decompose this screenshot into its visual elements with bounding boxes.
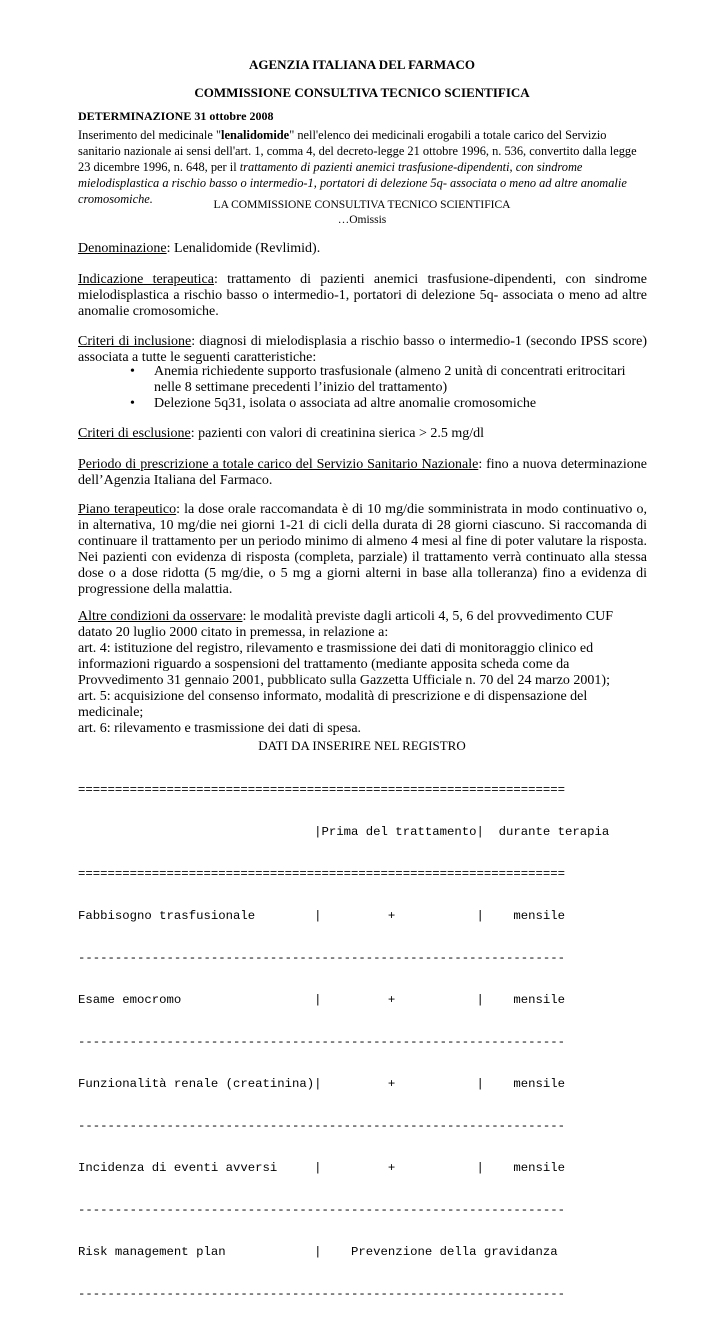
agency-title: AGENZIA ITALIANA DEL FARMACO bbox=[249, 57, 475, 72]
altre-text: : le modalità previste dagli articoli 4, 5, 6 del provvedimento CUF datato 20 luglio 2000 citato in premessa, in relazione a: bbox=[78, 609, 613, 640]
registry-line: ================================================================== bbox=[78, 783, 566, 797]
bullet-icon: • bbox=[130, 396, 135, 411]
esclusione-text: : pazienti con valori di creatinina sierica > 2.5 mg/dl bbox=[190, 426, 485, 441]
indicazione-text: : trattamento di pazienti anemici trasfusione-dipendenti, con sindrome mielodisplastica a rischio basso o intermedio-1, portatori di delezione 5q- associata o meno ad altre anomalie cromosomiche. bbox=[78, 272, 647, 319]
section-inclusione bbox=[78, 334, 647, 366]
registry-title: DATI DA INSERIRE NEL REGISTRO bbox=[258, 738, 466, 753]
registry-line: ------------------------------------------------------------------ bbox=[78, 1119, 566, 1133]
registry-row: Risk management plan | Prevenzione della gravidanza bbox=[78, 1245, 558, 1259]
determination-title: DETERMINAZIONE 31 ottobre 2008 bbox=[78, 109, 274, 123]
inclusione-text: : diagnosi di mielodisplasia a rischio basso o intermedio-1 (secondo IPSS score) associata a tutte le seguenti caratteristiche: bbox=[78, 334, 647, 365]
section-denominazione bbox=[78, 241, 647, 257]
indicazione-label: Indicazione terapeutica bbox=[78, 272, 214, 287]
bullet-text: Anemia richiedente supporto trasfusionale (almeno 2 unità di concentrati eritrocitari nelle 8 settimane precedenti l’inizio del trattamento) bbox=[154, 364, 626, 395]
bullet-text: Delezione 5q31, isolata o associata ad altre anomalie cromosomiche bbox=[154, 396, 537, 411]
piano-label: Piano terapeutico bbox=[78, 502, 177, 517]
omissis: …Omissis bbox=[337, 214, 387, 226]
denominazione-label: Denominazione bbox=[78, 241, 167, 256]
denominazione-text: : Lenalidomide (Revlimid). bbox=[166, 241, 321, 256]
registry-header-row: |Prima del trattamento| durante terapia bbox=[78, 825, 610, 839]
periodo-label: Periodo di prescrizione a totale carico del Servizio Sanitario Nazionale bbox=[78, 457, 479, 472]
art5-text: art. 5: acquisizione del consenso informato, modalità di prescrizione e di dispensazione del medicinale; bbox=[78, 689, 588, 720]
registry-line: ------------------------------------------------------------------ bbox=[78, 1035, 566, 1049]
registry-table bbox=[78, 755, 609, 1329]
registry-line: ------------------------------------------------------------------ bbox=[78, 1203, 566, 1217]
commission-title: COMMISSIONE CONSULTIVA TECNICO SCIENTIFICA bbox=[194, 85, 530, 100]
commission-line: LA COMMISSIONE CONSULTIVA TECNICO SCIENTIFICA bbox=[213, 199, 511, 211]
section-indicazione bbox=[78, 272, 647, 320]
art6-text: art. 6: rilevamento e trasmissione dei dati di spesa. bbox=[78, 721, 362, 736]
altre-intro bbox=[78, 609, 647, 641]
registry-row: Fabbisogno trasfusionale | + | mensile bbox=[78, 909, 566, 923]
registry-line: ================================================================== bbox=[78, 867, 566, 881]
section-periodo bbox=[78, 457, 647, 489]
registry-line: ------------------------------------------------------------------ bbox=[78, 1287, 566, 1301]
esclusione-label: Criteri di esclusione bbox=[78, 426, 191, 441]
section-piano bbox=[78, 502, 647, 598]
registry-line: ------------------------------------------------------------------ bbox=[78, 951, 566, 965]
section-esclusione bbox=[78, 426, 647, 442]
bullet-icon: • bbox=[130, 364, 135, 379]
registry-row: Incidenza di eventi avversi | + | mensile bbox=[78, 1161, 566, 1175]
registry-row: Funzionalità renale (creatinina)| + | mensile bbox=[78, 1077, 566, 1091]
section-altre-condizioni bbox=[78, 609, 647, 737]
art4-text: art. 4: istituzione del registro, rilevamento e trasmissione dei dati di monitoraggio clinico ed informazioni riguardo a sospensioni del trattamento (mediante apposita scheda come da Provvedimento 31 gennaio 2001, pubblicato sulla Gazzetta Ufficiale n. 70 del 24 marzo 2001); bbox=[78, 641, 610, 688]
intro-drug-name: lenalidomide bbox=[221, 128, 290, 142]
altre-label: Altre condizioni da osservare bbox=[78, 609, 243, 624]
intro-text-a: Inserimento del medicinale " bbox=[78, 128, 222, 142]
determination-intro bbox=[78, 127, 648, 207]
piano-text: : la dose orale raccomandata è di 10 mg/die somministrata in modo continuativo o, in alternativa, 10 mg/die nei giorni 1-21 di cicli della durata di 28 giorni ciascuno. Si raccomanda di continuare il trattamento per un periodo minimo di almeno 4 mesi al fine di poter valutare la risposta. Nei pazienti con evidenza di risposta (completa, parziale) il trattamento verrà continuato alla stessa dose o a dose ridotta (5 mg/die, o 5 mg a giorni alterni in base alla tolleranza) fino a evidenza di progressione della malattia. bbox=[78, 502, 648, 597]
intro-text-b: " nell'elenco dei medicinali erogabili a totale carico del Servizio sanitario nazionale ai sensi dell'art. 1, comma 4, del decreto-legge 21 ottobre 1996, n. 536, convertito dalla legge 23 dicembre 1996, n. 648, per il bbox=[78, 128, 637, 174]
intro-indication: trattamento di pazienti anemici trasfusione-dipendenti, con sindrome mielodisplastica a rischio basso o intermedio-1, portatori di delezione 5q- associata o meno ad altre anomalie cromosomiche. bbox=[78, 160, 627, 206]
inclusione-label: Criteri di inclusione bbox=[78, 334, 192, 349]
periodo-text: : fino a nuova determinazione dell’Agenzia Italiana del Farmaco. bbox=[78, 457, 647, 488]
registry-row: Esame emocromo | + | mensile bbox=[78, 993, 566, 1007]
